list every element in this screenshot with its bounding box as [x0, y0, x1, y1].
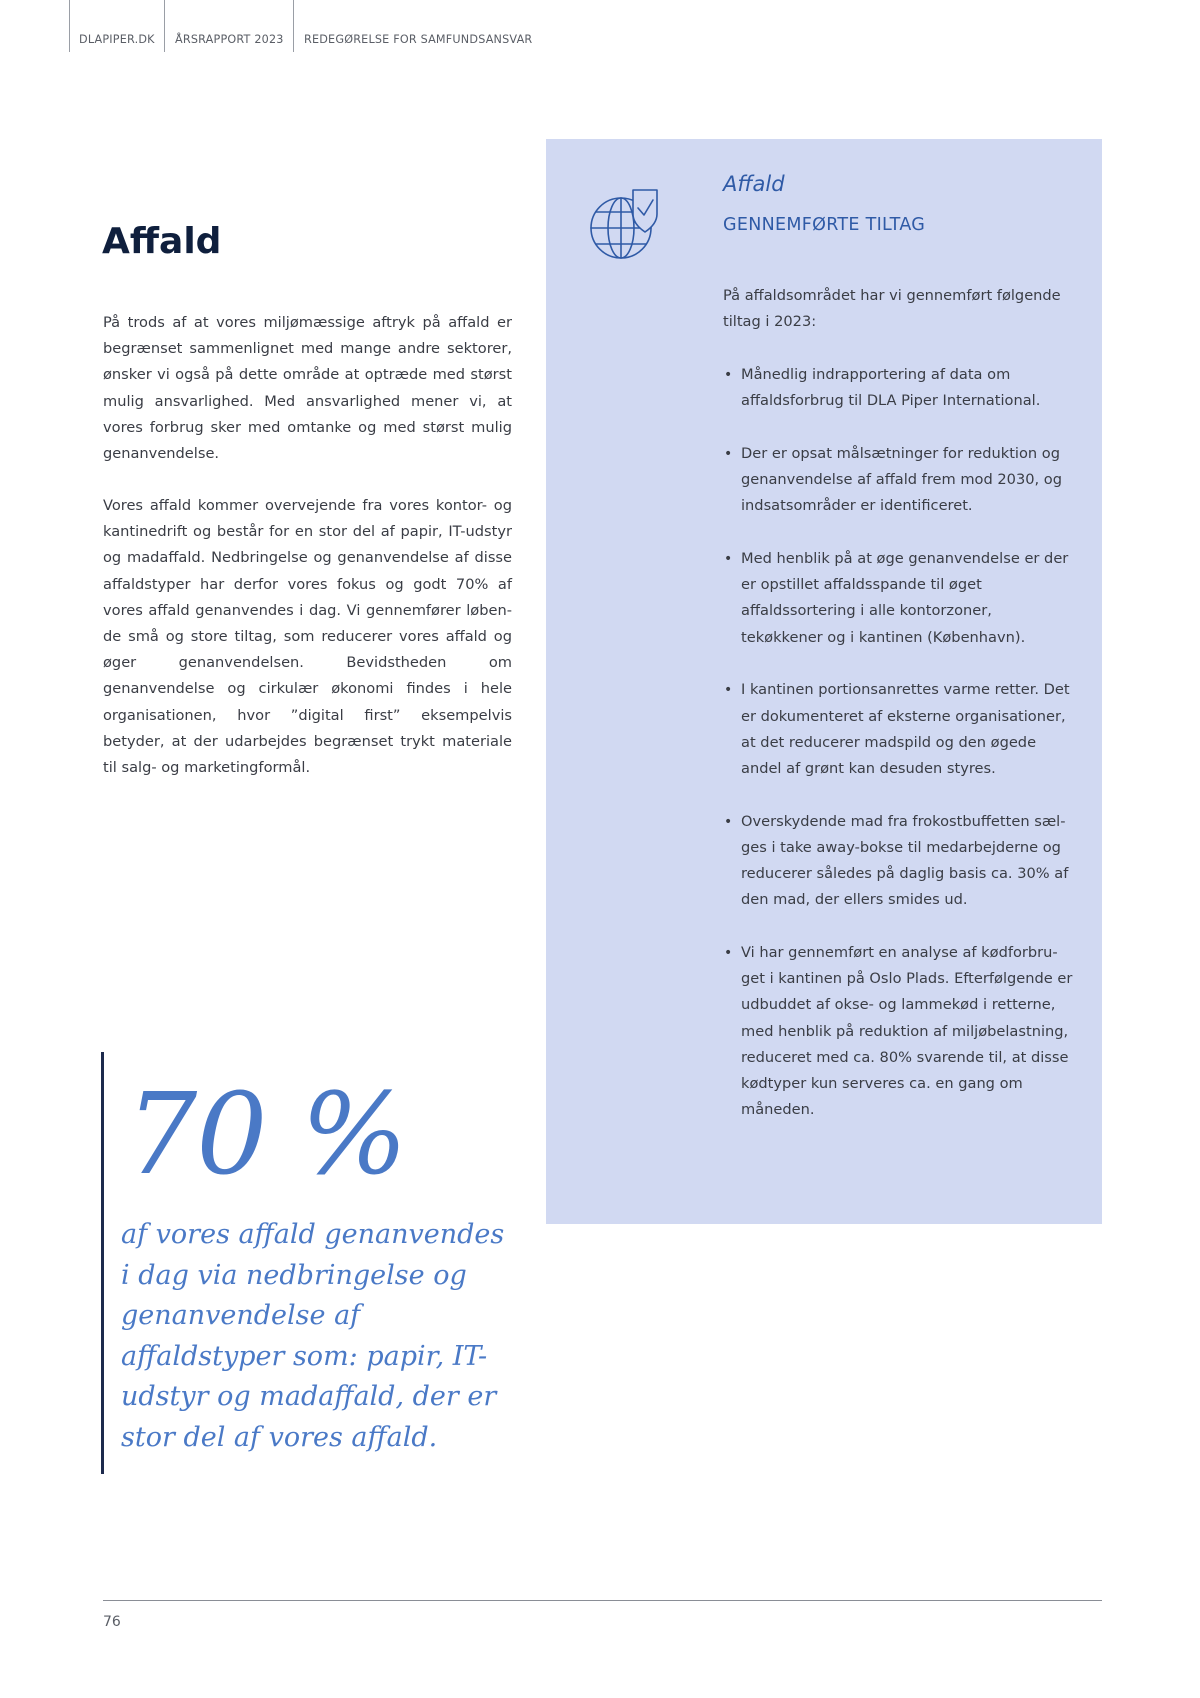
- globe-shield-check-icon: [585, 184, 665, 264]
- nav-divider: [293, 0, 294, 52]
- panel-heading: GENNEMFØRTE TILTAG: [723, 215, 926, 235]
- list-item: [723, 441, 1075, 520]
- list-item: [723, 940, 1075, 1123]
- footer-divider: [103, 1600, 1102, 1601]
- list-item-text: Der er opsat målsætninger for reduktion og genanvendelse af affald frem mod 2030, og indsatsområder er identificeret.: [741, 444, 1062, 515]
- list-item-text: Månedlig indrapportering af data om affaldsforbrug til DLA Piper International.: [741, 366, 1041, 410]
- page-number: 76: [103, 1614, 121, 1630]
- nav-divider: [164, 0, 165, 52]
- list-item-text: Overskydende mad fra frokostbuffetten sælges i take away-bokse til medarbejderne og reducerer således på daglig basis ca. 30% af den mad, der ellers smides ud.: [741, 812, 1069, 909]
- list-item: [723, 362, 1075, 414]
- body-paragraph-2: Vores affald kommer overvejende fra vores kontor- og kantinedrift og består for en stor del af papir, IT-udstyr og madaffald. Nedbringelse og genanvendelse af disse affaldstyper har derfor vores fokus og godt 70% af vores affald genanvendes i dag. Vi gennemfører løbende små og store tiltag, som reducerer vores affald og øger genanvendelsen. Bevidstheden om genanvendelse og cirkulær økonomi findes i hele organisationen, hvor ”digital first” eksempelvis betyder, at der udarbejdes begrænset trykt materiale til salg- og marketingformål.: [103, 497, 512, 777]
- nav-link-csr-report[interactable]: REDEGØRELSE FOR SAMFUNDSANSVAR: [304, 33, 533, 46]
- bullet-icon: •: [724, 367, 733, 383]
- nav-divider: [69, 0, 70, 52]
- body-paragraph-1: På trods af at vores miljømæssige aftryk på affald er begrænset sammenlignet med mange andre sektorer, ønsker vi også på dette område at optræde med størst mulig ansvarlighed. Med ansvarlighed mener vi, at vores forbrug sker med omtanke og med størst mulig genanvendelse.: [103, 314, 512, 463]
- bullet-icon: •: [724, 944, 733, 961]
- quote-accent-bar: [101, 1052, 104, 1474]
- bullet-icon: •: [724, 551, 733, 568]
- measures-list: [723, 362, 1075, 1150]
- panel-kicker: Affald: [723, 172, 785, 196]
- list-item-text: Med henblik på at øge genanvendelse er der er opstillet affaldsspande til øget affaldssortering i alle kontorzoner, tekøkkener og i kantinen (København).: [741, 550, 1069, 646]
- bullet-icon: •: [724, 682, 733, 699]
- highlight-quote-text: af vores affald genanvendes i dag via nedbringelse og genanvendelse af affaldstyper som: papir, IT-udstyr og madaffald, der er stor del af vores affald.: [121, 1219, 505, 1453]
- nav-link-annual-report[interactable]: ÅRSRAPPORT 2023: [175, 33, 284, 46]
- bullet-icon: •: [724, 813, 733, 830]
- list-item: [723, 809, 1075, 914]
- list-item-text: I kantinen portionsanrettes varme retter. Det er dokumenteret af eksterne organisationer, at det reducerer madspild og den øgede andel af grønt kan desuden styres.: [741, 681, 1070, 777]
- highlight-statistic: 70 %: [126, 1070, 407, 1200]
- list-item: [723, 546, 1075, 651]
- list-item: [723, 677, 1075, 782]
- bullet-icon: •: [724, 445, 733, 462]
- panel-intro: På affaldsområdet har vi gennemført følgende tiltag i 2023:: [723, 287, 1061, 331]
- nav-link-dlapiper[interactable]: DLAPIPER.DK: [79, 33, 155, 46]
- page-title: Affald: [102, 221, 222, 262]
- list-item-text: Vi har gennemført en analyse af kødforbruget i kantinen på Oslo Plads. Efterfølgende er udbuddet af okse- og lammekød i retterne, med henblik på reduktion af miljøbelastning, reduceret med ca. 80% svarende til, at disse kødtyper kun serveres ca. en gang om måneden.: [741, 943, 1073, 1119]
